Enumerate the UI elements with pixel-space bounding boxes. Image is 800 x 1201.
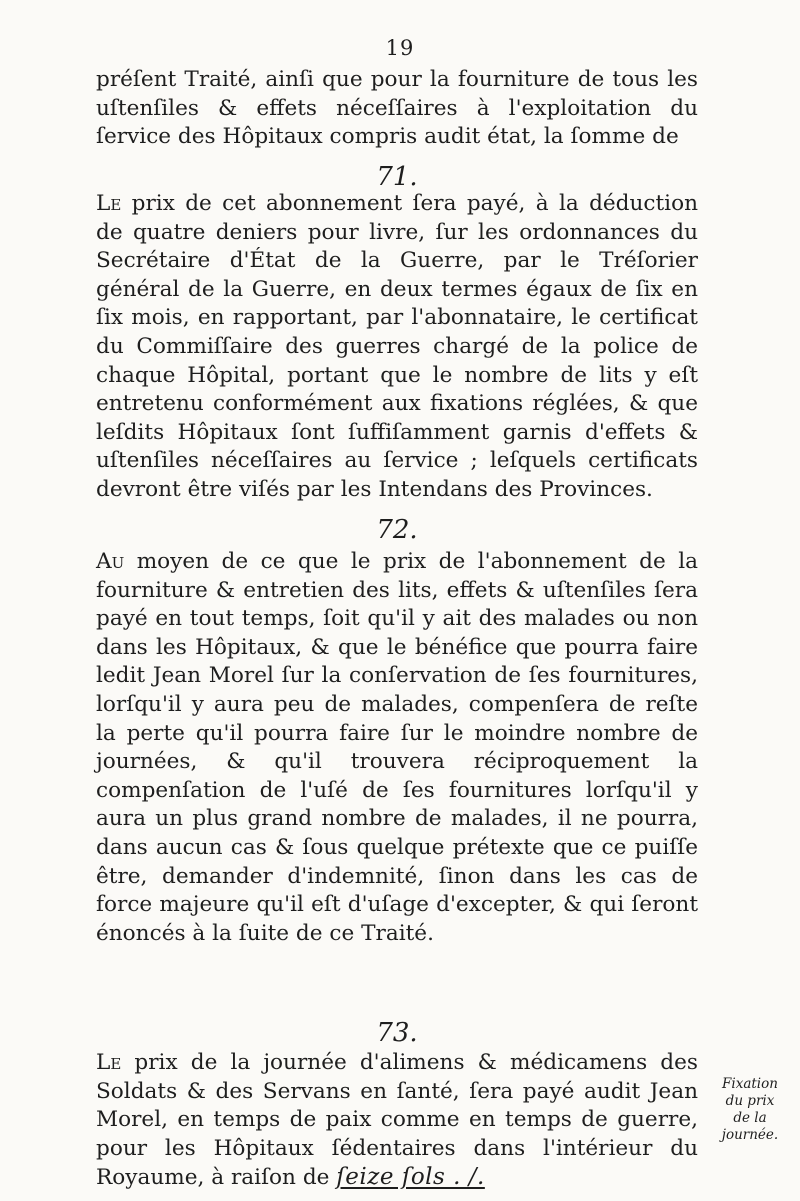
margin-note-line-1: Fixation <box>722 1076 778 1092</box>
margin-note <box>704 1076 796 1144</box>
article-72-paragraph <box>96 548 698 948</box>
margin-note-line-3: de la journée. <box>721 1110 779 1143</box>
article-72-lead: Au <box>96 549 125 574</box>
intro-paragraph <box>96 66 698 152</box>
article-71 <box>96 190 698 505</box>
article-71-paragraph <box>96 190 698 505</box>
article-73 <box>96 1049 698 1193</box>
intro-text: préſent Traité, ainſi que pour la fourniture de tous les uſtenſiles & effets néceſſaires à l'exploitation du ſervice des Hôpitaux compris audit état, la ſomme de <box>96 67 698 150</box>
article-71-text: prix de cet abonnement ſera payé, à la déduction de quatre deniers pour livre, ſur les ordonnances du Secrétaire d'État de la Guerre, par le Tréſorier général de la Guerre, en deux termes égaux de ſix en ſix mois, en rapportant, par l'abonnataire, le certificat du Commiſſaire des guerres chargé de la police de chaque Hôpital, portant que le nombre de lits y eſt entretenu conformément aux fixations réglées, & que leſdits Hôpitaux ſont ſuffiſamment garnis d'effets & uſtenſiles néceſſaires au ſervice ; leſquels certificats devront être viſés par les Intendans des Provinces. <box>96 191 698 502</box>
article-72 <box>96 548 698 948</box>
article-number-71: 71. <box>376 162 418 192</box>
article-number-72: 72. <box>376 515 418 545</box>
article-72-text: moyen de ce que le prix de l'abonnement de la fourniture & entretien des lits, effets & uſtenſiles ſera payé en tout temps, ſoit qu'il y ait des malades ou non dans les Hôpitaux, & que le bénéfice que pourra faire ledit Jean Morel ſur la conſervation de ſes fournitures, lorſqu'il y aura peu de malades, compenſera de reſte la perte qu'il pourra faire ſur le moindre nombre de journées, & qu'il trouvera réciproquement la compenſation de l'uſé de ſes fournitures lorſqu'il y aura un plus grand nombre de malades, il ne pourra, dans aucun cas & ſous quelque prétexte que ce puiſſe être, demander d'indemnité, ſinon dans les cas de force majeure qu'il eſt d'uſage d'excepter, & qui ſeront énoncés à la ſuite de ce Traité. <box>96 549 698 946</box>
handwritten-amount: ſeize ſols . /. <box>336 1164 485 1191</box>
article-73-lead: Le <box>96 1050 122 1075</box>
article-73-text: prix de la journée d'alimens & médicamens des Soldats & des Servans en ſanté, ſera payé audit Jean Morel, en temps de paix comme en temps de guerre, pour les Hôpitaux ſédentaires dans l'intérieur du Royaume, à raiſon de <box>96 1050 698 1191</box>
article-71-lead: Le <box>96 191 122 216</box>
page-number: 19 <box>385 36 415 60</box>
article-73-paragraph <box>96 1049 698 1193</box>
margin-note-line-2: du prix <box>725 1093 775 1109</box>
article-number-73: 73. <box>376 1018 418 1048</box>
